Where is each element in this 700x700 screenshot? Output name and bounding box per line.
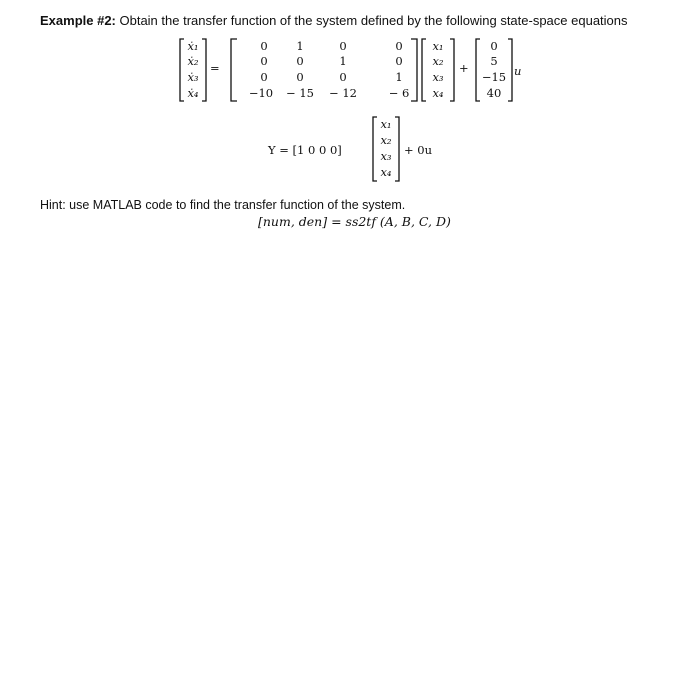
a-matrix-cell: 0 xyxy=(296,54,304,68)
a-matrix-cell: − 12 xyxy=(329,86,357,100)
a-matrix-cell: 0 xyxy=(260,39,268,53)
x-3: x₃ xyxy=(432,70,444,84)
xdot-4: ẋ₄ xyxy=(187,86,199,100)
a-matrix-cell: 0 xyxy=(260,70,268,84)
plus-sign: + xyxy=(459,61,469,75)
example-heading xyxy=(40,13,628,28)
output-x-3: x₃ xyxy=(380,149,392,163)
output-lhs: Y = [1 0 0 0] xyxy=(268,143,342,157)
x-1: x₁ xyxy=(432,39,444,53)
hint-text: Hint: use MATLAB code to find the transfer function of the system. xyxy=(40,198,406,212)
output-x-1: x₁ xyxy=(380,117,392,131)
a-matrix-cell: 1 xyxy=(395,70,403,84)
a-matrix-cell: − 15 xyxy=(286,86,314,100)
xdot-1: ẋ₁ xyxy=(187,39,199,53)
a-matrix-cell: 0 xyxy=(339,39,347,53)
b-vector-cell: 5 xyxy=(490,54,498,68)
b-vector-cell: 40 xyxy=(486,86,502,100)
a-matrix-cell: 0 xyxy=(339,70,347,84)
a-matrix-cell: −10 xyxy=(248,86,274,100)
xdot-2: ẋ₂ xyxy=(187,54,199,68)
x-4: x₄ xyxy=(432,86,444,100)
a-matrix-cell: − 6 xyxy=(388,86,410,100)
matlab-code: [num, den] = ss2tf (A, B, C, D) xyxy=(258,214,451,229)
a-matrix-cell: 1 xyxy=(296,39,304,53)
a-matrix-cell: 0 xyxy=(395,39,403,53)
b-vector-cell: 0 xyxy=(490,39,498,53)
a-matrix-cell: 0 xyxy=(395,54,403,68)
equals-sign: = xyxy=(210,61,220,75)
output-x-4: x₄ xyxy=(380,165,392,179)
a-matrix-cell: 0 xyxy=(296,70,304,84)
output-rhs: + 0u xyxy=(404,143,433,157)
x-2: x₂ xyxy=(432,54,444,68)
example-label: Example #2: xyxy=(40,13,116,28)
a-matrix-cell: 1 xyxy=(339,54,347,68)
xdot-3: ẋ₃ xyxy=(187,70,199,84)
example-text: Obtain the transfer function of the system defined by the following state-space equations xyxy=(115,13,628,28)
output-x-2: x₂ xyxy=(380,133,392,147)
b-vector-cell: −15 xyxy=(481,70,507,84)
input-u: u xyxy=(514,64,522,78)
a-matrix-cell: 0 xyxy=(260,54,268,68)
